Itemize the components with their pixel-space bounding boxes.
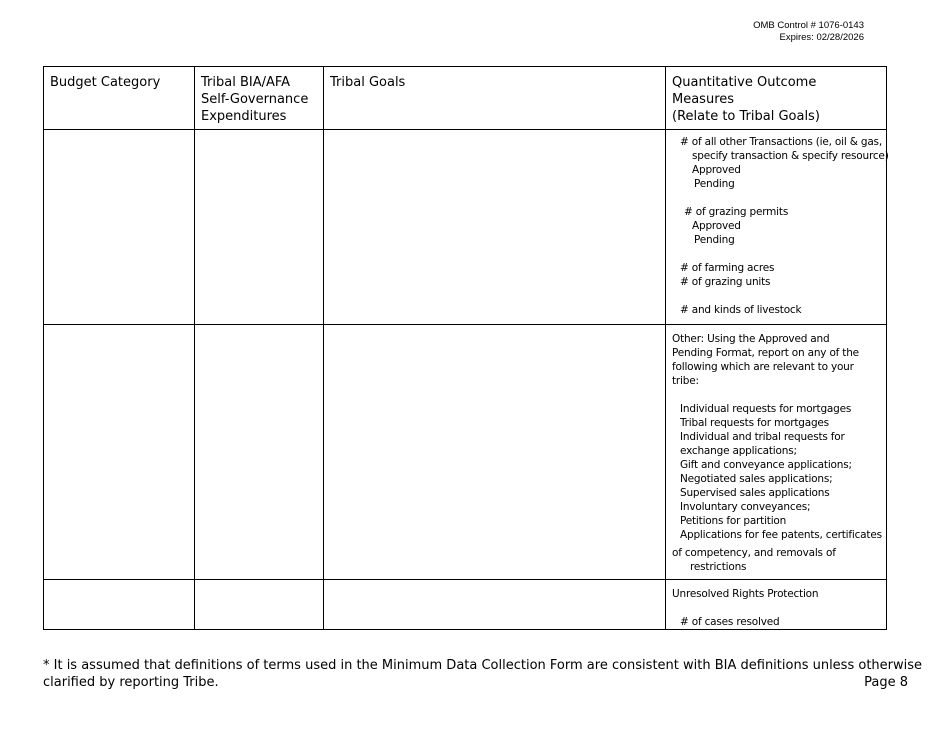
measure-farming-acres: # of farming acres: [680, 262, 775, 274]
omb-expiration: Expires: 02/28/2026: [779, 32, 864, 43]
footer: [43, 657, 923, 691]
footnote-cont: clarified by reporting Tribe.: [43, 675, 219, 690]
list-item: Applications for fee patents, certificates: [680, 529, 882, 541]
list-item-competency: of competency, and removals of: [672, 547, 836, 559]
budget-category-cell[interactable]: [44, 325, 195, 580]
other-intro: tribe:: [672, 375, 699, 387]
measure-grazing-units: # of grazing units: [680, 276, 771, 288]
other-intro: Pending Format, report on any of the: [672, 347, 859, 359]
footnote: * It is assumed that definitions of terms used in the Minimum Data Collection Form are consistent with BIA definitions unless otherwise: [43, 658, 923, 673]
list-item: Gift and conveyance applications;: [680, 459, 852, 471]
expenditures-cell[interactable]: [195, 580, 324, 630]
header-tribal-expenditures: Tribal BIA/AFA Self-Governance Expenditures: [195, 67, 324, 130]
outcome-measures-cell: [666, 130, 887, 325]
measure-cases-resolved: # of cases resolved: [680, 616, 780, 628]
list-item: Individual and tribal requests for: [680, 431, 845, 443]
measure-grazing-permits: # of grazing permits: [684, 206, 789, 218]
header-outcome-measures: Quantitative Outcome Measures (Relate to Tribal Goals): [666, 67, 887, 130]
table-row: [44, 130, 887, 325]
other-intro: Other: Using the Approved and: [672, 333, 830, 345]
measure-transactions-cont: specify transaction & specify resource): [692, 150, 889, 162]
omb-control-number: OMB Control # 1076-0143: [753, 20, 864, 31]
measure-pending: Pending: [694, 234, 735, 246]
tribal-goals-cell[interactable]: [324, 325, 666, 580]
list-item: Tribal requests for mortgages: [680, 417, 829, 429]
tribal-goals-cell[interactable]: [324, 130, 666, 325]
page-number: Page 8: [864, 675, 908, 690]
measure-approved: Approved: [692, 220, 741, 232]
list-item: Negotiated sales applications;: [680, 473, 833, 485]
list-item: Petitions for partition: [680, 515, 787, 527]
unresolved-rights-title: Unresolved Rights Protection: [672, 588, 819, 600]
list-item: Individual requests for mortgages: [680, 403, 852, 415]
list-item-restrictions: restrictions: [690, 561, 747, 573]
expenditures-cell[interactable]: [195, 130, 324, 325]
omb-info: [753, 20, 864, 44]
tribal-goals-cell[interactable]: [324, 580, 666, 630]
measure-approved: Approved: [692, 164, 741, 176]
measure-transactions: # of all other Transactions (ie, oil & gas,: [680, 136, 882, 148]
outcome-measures-cell: [666, 325, 887, 580]
expenditures-cell[interactable]: [195, 325, 324, 580]
list-item: exchange applications;: [680, 445, 797, 457]
other-intro: following which are relevant to your: [672, 361, 854, 373]
table-row: [44, 580, 887, 630]
list-item: Involuntary conveyances;: [680, 501, 811, 513]
header-budget-category: Budget Category: [44, 67, 195, 130]
outcome-measures-cell: [666, 580, 887, 630]
budget-category-cell[interactable]: [44, 580, 195, 630]
measure-livestock: # and kinds of livestock: [680, 304, 802, 316]
measure-pending: Pending: [694, 178, 735, 190]
table-row: [44, 325, 887, 580]
data-collection-table: [43, 66, 887, 630]
list-item: Supervised sales applications: [680, 487, 830, 499]
table-header-row: [44, 67, 887, 130]
header-tribal-goals: Tribal Goals: [324, 67, 666, 130]
budget-category-cell[interactable]: [44, 130, 195, 325]
